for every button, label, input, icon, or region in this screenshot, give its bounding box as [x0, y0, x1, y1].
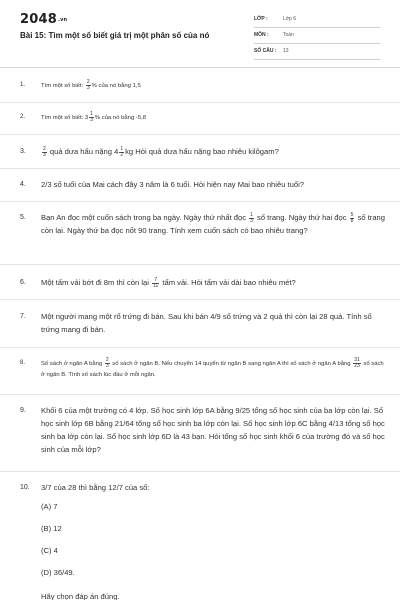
numerator: 5 — [350, 211, 354, 218]
question-3 — [20, 145, 385, 158]
denominator: 8 — [350, 217, 354, 224]
question-number: 10. — [20, 484, 30, 491]
denominator: 3 — [105, 363, 109, 369]
fraction — [350, 213, 355, 224]
meta-value: 13 — [283, 48, 289, 54]
answer-option-d[interactable]: (D) 36/49. — [41, 568, 75, 577]
question-number: 7. — [20, 313, 26, 320]
meta-key: LỚP : — [254, 16, 268, 22]
question-number: 2. — [20, 114, 26, 120]
question-number: 9. — [20, 407, 26, 414]
question-text — [41, 145, 385, 158]
question-4 — [20, 178, 385, 191]
text-part: số sách ở ngăn B. Nếu chuyển 14 quyển từ ngăn B sang ngăn A thì số sách ở ngăn A bằng — [110, 361, 353, 368]
answer-option-b[interactable]: (B) 12 — [41, 524, 62, 533]
question-6 — [20, 276, 385, 289]
text-part: kg Hỏi quả dưa hấu nặng bao nhiêu kilôgam? — [125, 147, 279, 156]
answer-option-c[interactable]: (C) 4 — [41, 546, 58, 555]
numerator: 1 — [120, 145, 124, 152]
text-part: số trang còn lại. Ngày thứ ba đọc nốt 90 trang. Tính xem cuốn sách có bao nhiêu trang? — [41, 213, 386, 235]
question-text — [41, 80, 385, 92]
logo-suffix: .vn — [57, 16, 68, 23]
site-logo[interactable] — [20, 12, 67, 27]
numerator: 1 — [250, 211, 253, 218]
question-text — [41, 112, 385, 124]
meta-row-class — [254, 14, 380, 28]
numerator: 7 — [152, 278, 159, 284]
text-part: tấm vải. Hỏi tấm vải dài bao nhiêu mét? — [160, 278, 296, 287]
question-number: 8. — [20, 360, 26, 366]
fraction — [86, 80, 91, 91]
meta-key: MÔN : — [254, 32, 269, 38]
question-text — [41, 211, 385, 237]
question-text: Một người mang một rổ trứng đi bán. Sau khi bán 4/9 số trứng và 2 quả thì còn lại 28 quả. Tính số trứng mang đi bán. — [41, 312, 372, 334]
meta-row-count — [254, 46, 380, 60]
text-part: Bạn An đọc một cuốn sách trong ba ngày. Ngày thứ nhất đọc — [41, 213, 249, 222]
question-number: 3. — [20, 148, 26, 155]
numerator: 1 — [90, 111, 93, 117]
question-5 — [20, 211, 385, 237]
question-divider — [0, 134, 400, 135]
text-part: số sách ở ngăn B. Tính số sách lúc đầu ở mỗi ngăn. — [41, 361, 384, 379]
fraction — [89, 112, 94, 123]
page-header — [0, 0, 400, 68]
denominator: 11 — [153, 282, 159, 289]
denominator: 3 — [250, 217, 253, 224]
question-number: 1. — [20, 82, 26, 88]
text-part: % của nó bằng -5,8 — [94, 115, 147, 122]
question-10 — [20, 481, 385, 600]
lesson-title: Bài 15: Tìm một số biết giá trị một phân số của nó — [20, 31, 210, 40]
question-7 — [20, 310, 385, 336]
question-divider — [0, 394, 400, 395]
question-number: 6. — [20, 279, 26, 286]
fraction — [119, 147, 124, 158]
question-divider — [0, 102, 400, 103]
answer-instruction: Hãy chọn đáp án đúng. — [41, 592, 120, 600]
question-1 — [20, 80, 385, 92]
numerator: 31 — [354, 357, 360, 363]
numerator: 2 — [43, 145, 46, 152]
question-text: Khối 6 của một trường có 4 lớp. Số học sinh lớp 6A bằng 9/25 tổng số học sinh của ba lớp còn lại. Số học sinh lớp 6B bằng 21/64 tổng số học sinh ba lớp còn lại. Số học sinh lớp 6C bằng 4/13 tổng số học sinh ba lớp còn lại. Số học sinh lớp 6D là 43 bạn. Hỏi tổng số học sinh khối 6 của trường đó và số học sinh của mỗi lớp? — [41, 406, 385, 454]
question-divider — [0, 347, 400, 348]
text-part: Một tấm vải bớt đi 8m thì còn lại — [41, 278, 152, 287]
question-text: 2/3 số tuổi của Mai cách đây 3 năm là 6 tuổi. Hỏi hiện nay Mai bao nhiêu tuổi? — [41, 180, 304, 189]
meta-row-subject — [254, 30, 380, 44]
question-divider — [0, 471, 400, 472]
question-divider — [0, 201, 400, 202]
question-text — [41, 358, 385, 381]
question-2 — [20, 112, 385, 124]
denominator: 2 — [120, 151, 124, 158]
text-part: Số sách ở ngăn A bằng — [41, 361, 104, 368]
fraction — [353, 358, 361, 369]
logo-text: 2048 — [20, 12, 57, 27]
numerator: 2 — [86, 79, 90, 85]
header-divider — [0, 67, 400, 68]
question-divider — [0, 299, 400, 300]
text-part: % của nó bằng 1,5 — [91, 83, 141, 90]
question-8 — [20, 358, 385, 381]
question-9 — [20, 404, 385, 456]
text-part: Tìm một số biết: — [41, 83, 85, 90]
fraction — [152, 278, 159, 289]
text-part: số trang. Ngày thứ hai đọc — [254, 213, 349, 222]
text-part: quả dưa hấu nặng 4 — [47, 147, 119, 156]
text-part: Tìm một số biết: 3 — [41, 115, 89, 122]
meta-value: Toán — [283, 32, 294, 38]
meta-key: SỐ CÂU : — [254, 48, 277, 54]
fraction — [249, 213, 254, 224]
question-divider — [0, 264, 400, 265]
meta-value: Lớp 6 — [283, 16, 297, 22]
question-number: 5. — [20, 214, 26, 221]
question-text: 3/7 của 28 thì bằng 12/7 của số: — [41, 483, 150, 492]
numerator: 2 — [105, 357, 109, 363]
answer-option-a[interactable]: (A) 7 — [41, 502, 58, 511]
question-text — [41, 276, 385, 289]
question-number: 4. — [20, 181, 26, 188]
denominator: 3 — [90, 117, 93, 123]
fraction — [105, 358, 110, 369]
denominator: 3 — [86, 85, 90, 91]
question-divider — [0, 168, 400, 169]
denominator: 3 — [43, 151, 46, 158]
denominator: 23 — [354, 363, 360, 369]
fraction — [42, 147, 47, 158]
